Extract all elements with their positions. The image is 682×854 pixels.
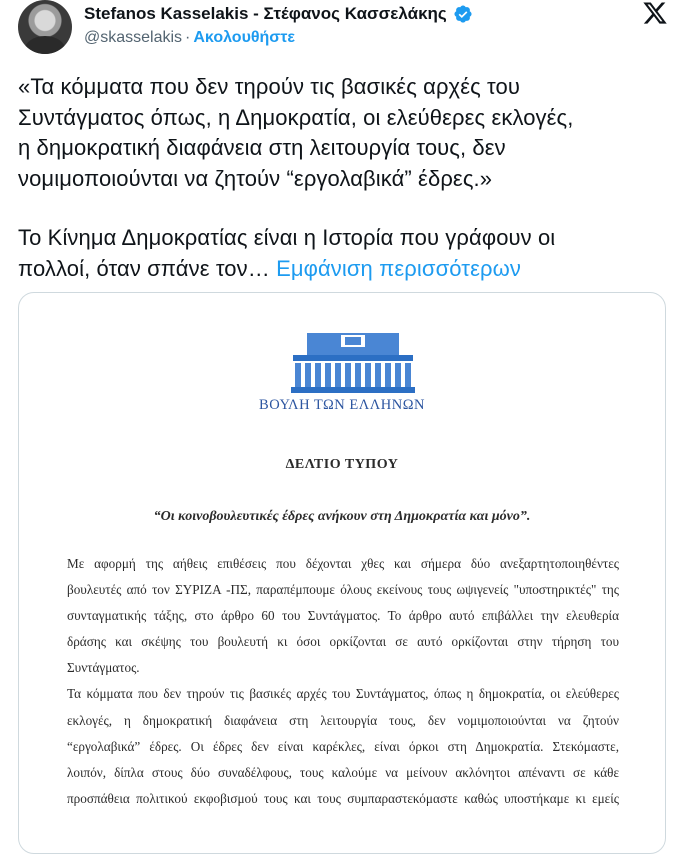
press-release-document xyxy=(19,293,665,853)
follow-button[interactable]: Ακολουθήστε xyxy=(193,29,295,46)
document-line: Συντάγματος. xyxy=(67,660,140,676)
document-line: εκλογές, η δημοκρατική διαφάνεια στη λειτουργία τους, δεν νομιμοποιούνται να ζητούν xyxy=(67,712,619,728)
document-line: “εργολαβικά” έδρες. Οι έδρες δεν είναι καρέκλες, είναι όρκοι στη Δημοκρατία. Στεκόμαστε, xyxy=(67,738,619,754)
show-more-link[interactable]: Εμφάνιση περισσότερων xyxy=(276,255,521,281)
separator-dot: · xyxy=(185,29,191,46)
tweet-line-last xyxy=(18,254,668,285)
document-body xyxy=(67,551,619,812)
tweet-line: «Τα κόμματα που δεν τηρούν τις βασικές αρχές του xyxy=(18,74,520,99)
document-line: βουλευτές από τον ΣΥΡΙΖΑ -ΠΣ, παραπέμπουμε όλους εκείνους τους ωψιγενείς "υποστηρικτές" της xyxy=(67,582,619,598)
tweet-line: Συντάγματος όπως, η Δημοκρατία, οι ελεύθερες εκλογές, xyxy=(18,104,574,130)
x-logo-icon[interactable] xyxy=(642,0,668,26)
tweet-line: Το Κίνημα Δημοκρατίας είναι η Ιστορία που γράφουν οι xyxy=(18,225,556,250)
author-name-row xyxy=(84,2,473,26)
verified-badge-icon xyxy=(453,4,473,24)
parliament-building-logo xyxy=(289,329,417,395)
tweet-line-text: πολλοί, όταν σπάνε τον… xyxy=(18,255,270,281)
parliament-name: ΒΟΥΛΗ ΤΩΝ ΕΛΛΗΝΩΝ xyxy=(259,397,425,413)
document-line: Με αφορμή της αήθεις επιθέσεις που δέχονται χθες και σήμερα δύο ανεξαρτητοποιηθέντες xyxy=(67,556,619,571)
tweet-header xyxy=(18,0,668,60)
tweet-line: νομιμοποιούνται να ζητούν “εργολαβικά” έδρες.» xyxy=(18,165,493,191)
tweet-line: η δημοκρατική διαφάνεια στη λειτουργία τους, δεν xyxy=(18,135,506,160)
author-name[interactable]: Stefanos Kasselakis - Στέφανος Κασσελάκης xyxy=(84,4,447,23)
attached-image[interactable] xyxy=(18,292,666,854)
document-line: λοιπόν, δίπλα στους δύο συναδέλφους, τους καλούμε να μείνουν ακλόνητοι απέναντι σε κάθε xyxy=(67,764,619,780)
document-line: προσπάθεια πολιτικού εκφοβισμού τους και τους συμπαραστεκόμαστε καθώς υποστήκαμε κι εμείς xyxy=(67,790,619,806)
document-line: Τα κόμματα που δεν τηρούν τις βασικές αρχές του Συντάγματος, όπως η δημοκρατία, οι ελεύθερες xyxy=(67,686,619,702)
avatar[interactable] xyxy=(18,0,72,54)
document-line: συνταγματικής τάξης, στο άρθρο 60 του Συντάγματος. Το άρθρο αυτό επιβάλλει την ελευθερία xyxy=(67,608,619,624)
document-line: δράσης και σκέψης του βουλευτή κι όσοι ορκίζονται σε αυτό ορκίζονται στην τήρηση του xyxy=(67,634,619,650)
tweet-text xyxy=(18,72,668,284)
document-subtitle: “Οι κοινοβουλευτικές έδρες ανήκουν στη Δημοκρατία και μόνο”. xyxy=(153,509,531,524)
author-handle[interactable]: @skasselakis xyxy=(84,29,183,46)
handle-row xyxy=(84,29,295,47)
document-title: ΔΕΛΤΙΟ ΤΥΠΟΥ xyxy=(285,457,399,472)
